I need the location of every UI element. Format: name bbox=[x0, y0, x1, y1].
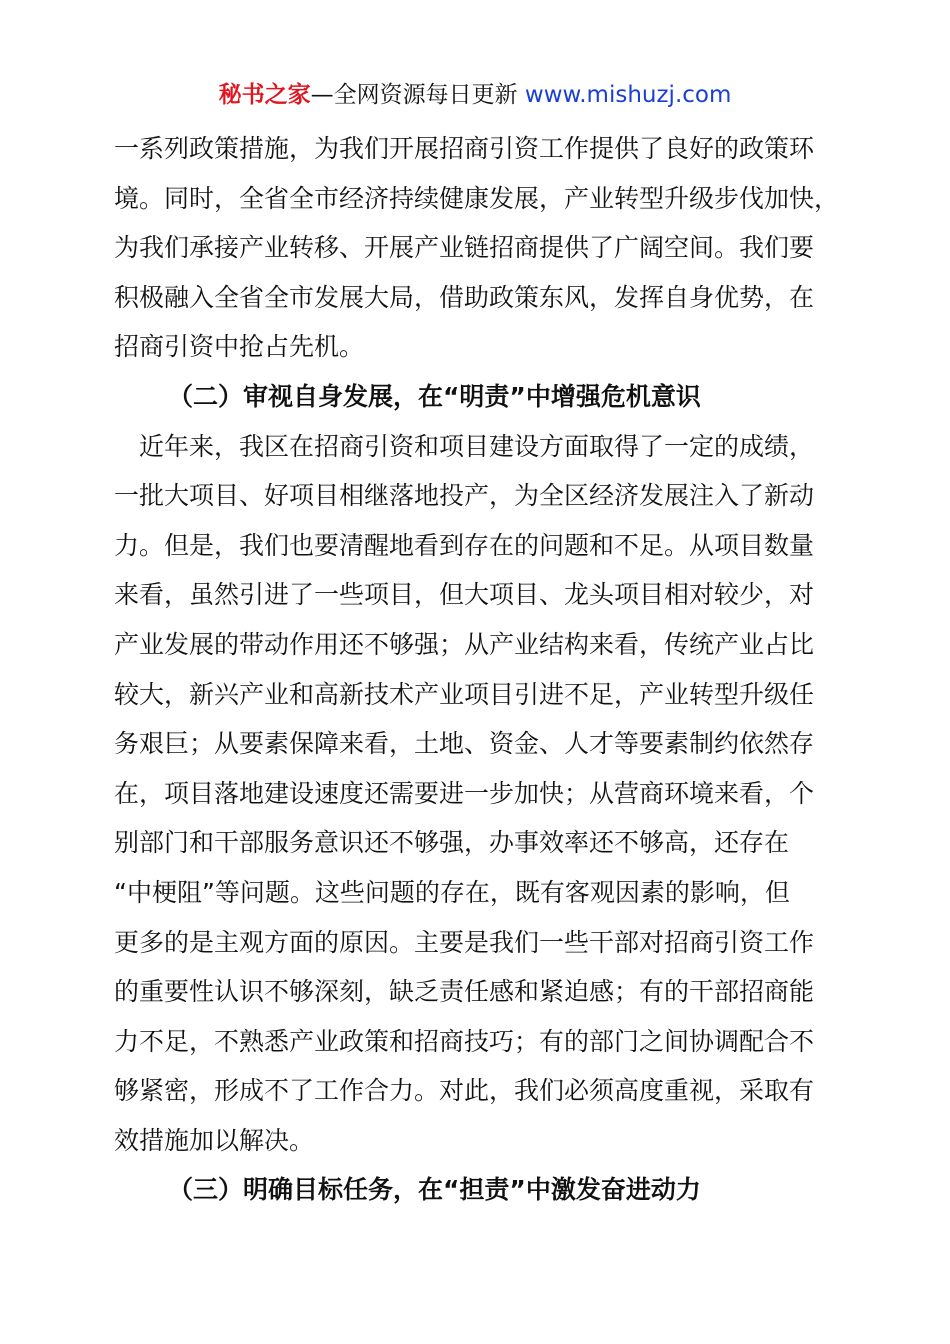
text-line: “中梗阻”等问题。这些问题的存在，既有客观因素的影响，但 bbox=[114, 877, 790, 907]
text-line: 积极融入全省全市发展大局，借助政策东风，发挥自身优势，在 bbox=[114, 282, 815, 312]
text-line: 近年来，我区在招商引资和项目建设方面取得了一定的成绩， bbox=[114, 431, 815, 461]
text-line: 在，项目落地建设速度还需要进一步加快；从营商环境来看，个 bbox=[114, 778, 815, 808]
text-line: 的重要性认识不够深刻，缺乏责任感和紧迫感；有的干部招商能 bbox=[114, 977, 815, 1007]
text-line: 一系列政策措施，为我们开展招商引资工作提供了良好的政策环 bbox=[114, 134, 815, 163]
text-line: 境。同时，全省全市经济持续健康发展，产业转型升级步伐加快， bbox=[114, 183, 840, 213]
text-line: 够紧密，形成不了工作合力。对此，我们必须高度重视，采取有 bbox=[114, 1076, 815, 1106]
text-line: 更多的是主观方面的原因。主要是我们一些干部对招商引资工作 bbox=[114, 927, 815, 957]
text-line: 力不足，不熟悉产业政策和招商技巧；有的部门之间协调配合不 bbox=[114, 1026, 815, 1056]
text-line: 招商引资中抢占先机。 bbox=[114, 332, 365, 362]
text-line: 一批大项目、好项目相继落地投产，为全区经济发展注入了新动 bbox=[114, 481, 815, 511]
document-body bbox=[114, 124, 840, 1215]
text-line: 务艰巨；从要素保障来看，土地、资金、人才等要素制约依然存 bbox=[114, 729, 815, 759]
text-line: 产业发展的带动作用还不够强；从产业结构来看，传统产业占比 bbox=[114, 629, 815, 659]
text-line: 来看，虽然引进了一些项目，但大项目、龙头项目相对较少，对 bbox=[114, 580, 815, 610]
text-line: 为我们承接产业转移、开展产业链招商提供了广阔空间。我们要 bbox=[114, 233, 815, 263]
text-line: 较大，新兴产业和高新技术产业项目引进不足，产业转型升级任 bbox=[114, 679, 815, 709]
section-heading-3: （三）明确目标任务，在“担责”中激发奋进动力 bbox=[168, 1175, 701, 1205]
text-line: 力。但是，我们也要清醒地看到存在的问题和不足。从项目数量 bbox=[114, 530, 815, 560]
text-line: 效措施加以解决。 bbox=[114, 1125, 315, 1155]
site-url-link[interactable]: www.mishuzj.com bbox=[524, 82, 732, 108]
site-slogan: —全网资源每日更新 bbox=[310, 82, 525, 108]
site-brand: 秘书之家 bbox=[218, 82, 311, 108]
text-line: 别部门和干部服务意识还不够强，办事效率还不够高，还存在 bbox=[114, 828, 790, 858]
section-heading-2: （二）审视自身发展，在“明责”中增强危机意识 bbox=[168, 381, 701, 411]
site-header bbox=[0, 78, 950, 112]
